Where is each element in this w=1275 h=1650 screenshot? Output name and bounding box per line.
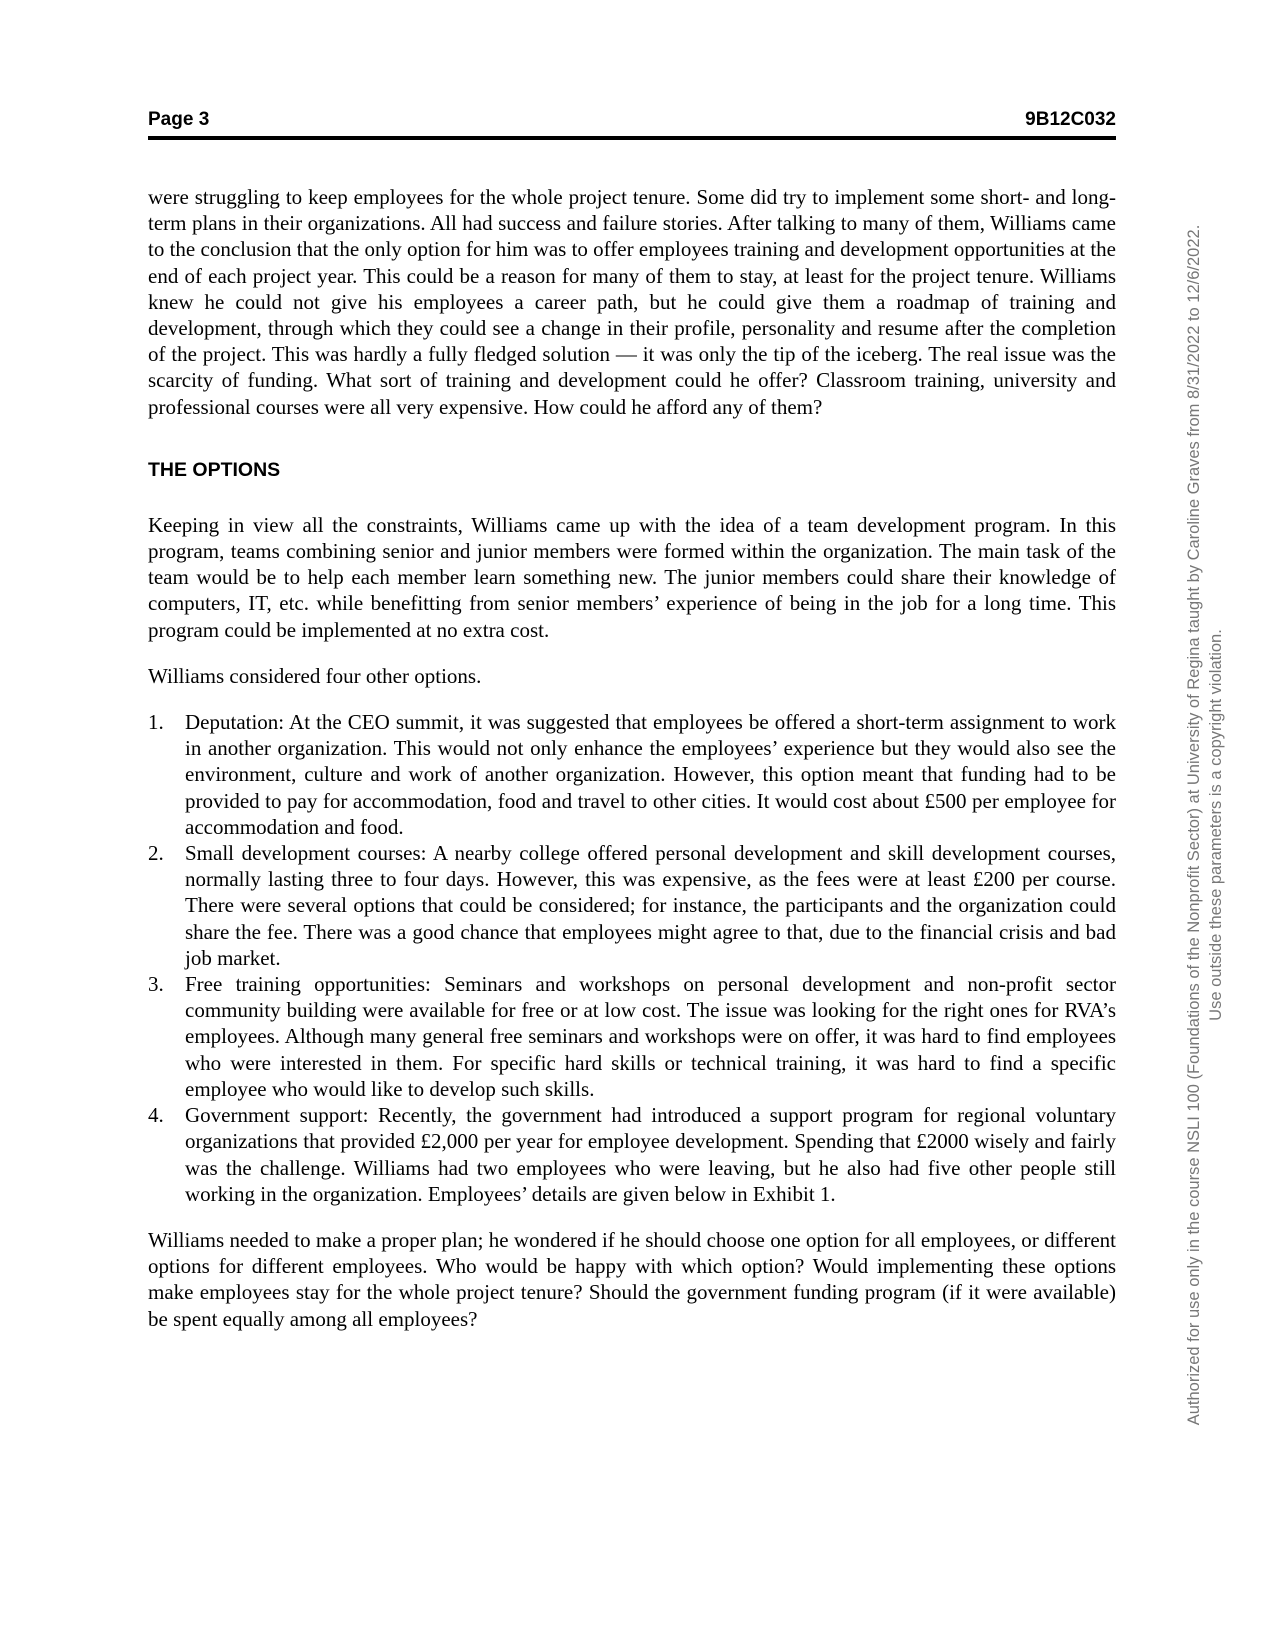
list-item-text: Free training opportunities: Seminars and workshops on personal development and non-profit sector community building were available for free or at low cost. The issue was looking for the right ones for RVA’s employees. Although many general free seminars and workshops were on offer, it was hard to find employees who were interested in them. For specific hard skills or technical training, it was hard to find a specific employee who would like to develop such skills.	[185, 972, 1116, 1101]
intro-paragraph: were struggling to keep employees for the whole project tenure. Some did try to implement some short- and long-term plans in their organizations. All had success and failure stories. After talking to many of them, Williams came to the conclusion that the only option for him was to offer employees training and development opportunities at the end of each project year. This could be a reason for many of them to stay, at least for the project tenure. Williams knew he could not give his employees a career path, but he could give them a roadmap of training and development, through which they could see a change in their profile, personality and resume after the completion of the project. This was hardly a fully fledged solution — it was only the tip of the iceberg. The real issue was the scarcity of funding. What sort of training and development could he offer? Classroom training, university and professional courses were all very expensive. How could he afford any of them?	[148, 185, 1116, 419]
list-item-number: 3.	[148, 972, 164, 997]
document-page	[148, 108, 1116, 1332]
list-item-number: 4.	[148, 1103, 164, 1128]
page-header	[148, 108, 1116, 140]
list-item	[148, 709, 1116, 840]
list-item	[148, 840, 1116, 971]
list-item	[148, 1102, 1116, 1207]
case-code: 9B12C032	[1025, 109, 1116, 130]
watermark-line-1: Authorized for use only in the course NSLI 100 (Foundations of the Nonprofit Sector) at University of Regina taught by Caroline Graves from 8/31/2022 to 12/6/2022.	[1185, 224, 1203, 1426]
watermark-line-2: Use outside these parameters is a copyright violation.	[1207, 629, 1225, 1021]
list-item-text: Deputation: At the CEO summit, it was suggested that employees be offered a short-term assignment to work in another organization. This would not only enhance the employees’ experience but they would also see the environment, culture and work of another organization. However, this option meant that funding had to be provided to pay for accommodation, food and travel to other cities. It would cost about £500 per employee for accommodation and food.	[185, 710, 1116, 839]
list-item-number: 1.	[148, 710, 164, 735]
four-options-paragraph: Williams considered four other options.	[148, 663, 482, 688]
list-item-text: Small development courses: A nearby college offered personal development and skill development courses, normally lasting three to four days. However, this was expensive, as the fees were at least £200 per course. There were several options that could be considered; for instance, the participants and the organization could share the fee. There was a good chance that employees might agree to that, due to the financial crisis and bad job market.	[185, 841, 1116, 970]
list-item-text: Government support: Recently, the government had introduced a support program for regional voluntary organizations that provided £2,000 per year for employee development. Spending that £2000 wisely and fairly was the challenge. Williams had two employees who were leaving, but he also had five other people still working in the organization. Employees’ details are given below in Exhibit 1.	[185, 1103, 1116, 1206]
list-item-number: 2.	[148, 841, 164, 866]
page-number: Page 3	[148, 109, 210, 130]
options-heading: THE OPTIONS	[148, 458, 281, 481]
options-list	[148, 709, 1116, 1207]
list-item	[148, 971, 1116, 1102]
copyright-watermark	[1183, 225, 1227, 1426]
closing-paragraph: Williams needed to make a proper plan; he wondered if he should choose one option for all employees, or different options for different employees. Who would be happy with which option? Would implementing these options make employees stay for the whole project tenure? Should the government funding program (if it were available) be spent equally among all employees?	[148, 1227, 1116, 1331]
team-program-paragraph: Keeping in view all the constraints, Williams came up with the idea of a team development program. In this program, teams combining senior and junior members were formed within the organization. The main task of the team would be to help each member learn something new. The junior members could share their knowledge of computers, IT, etc. while benefitting from senior members’ experience of being in the job for a long time. This program could be implemented at no extra cost.	[148, 512, 1116, 642]
